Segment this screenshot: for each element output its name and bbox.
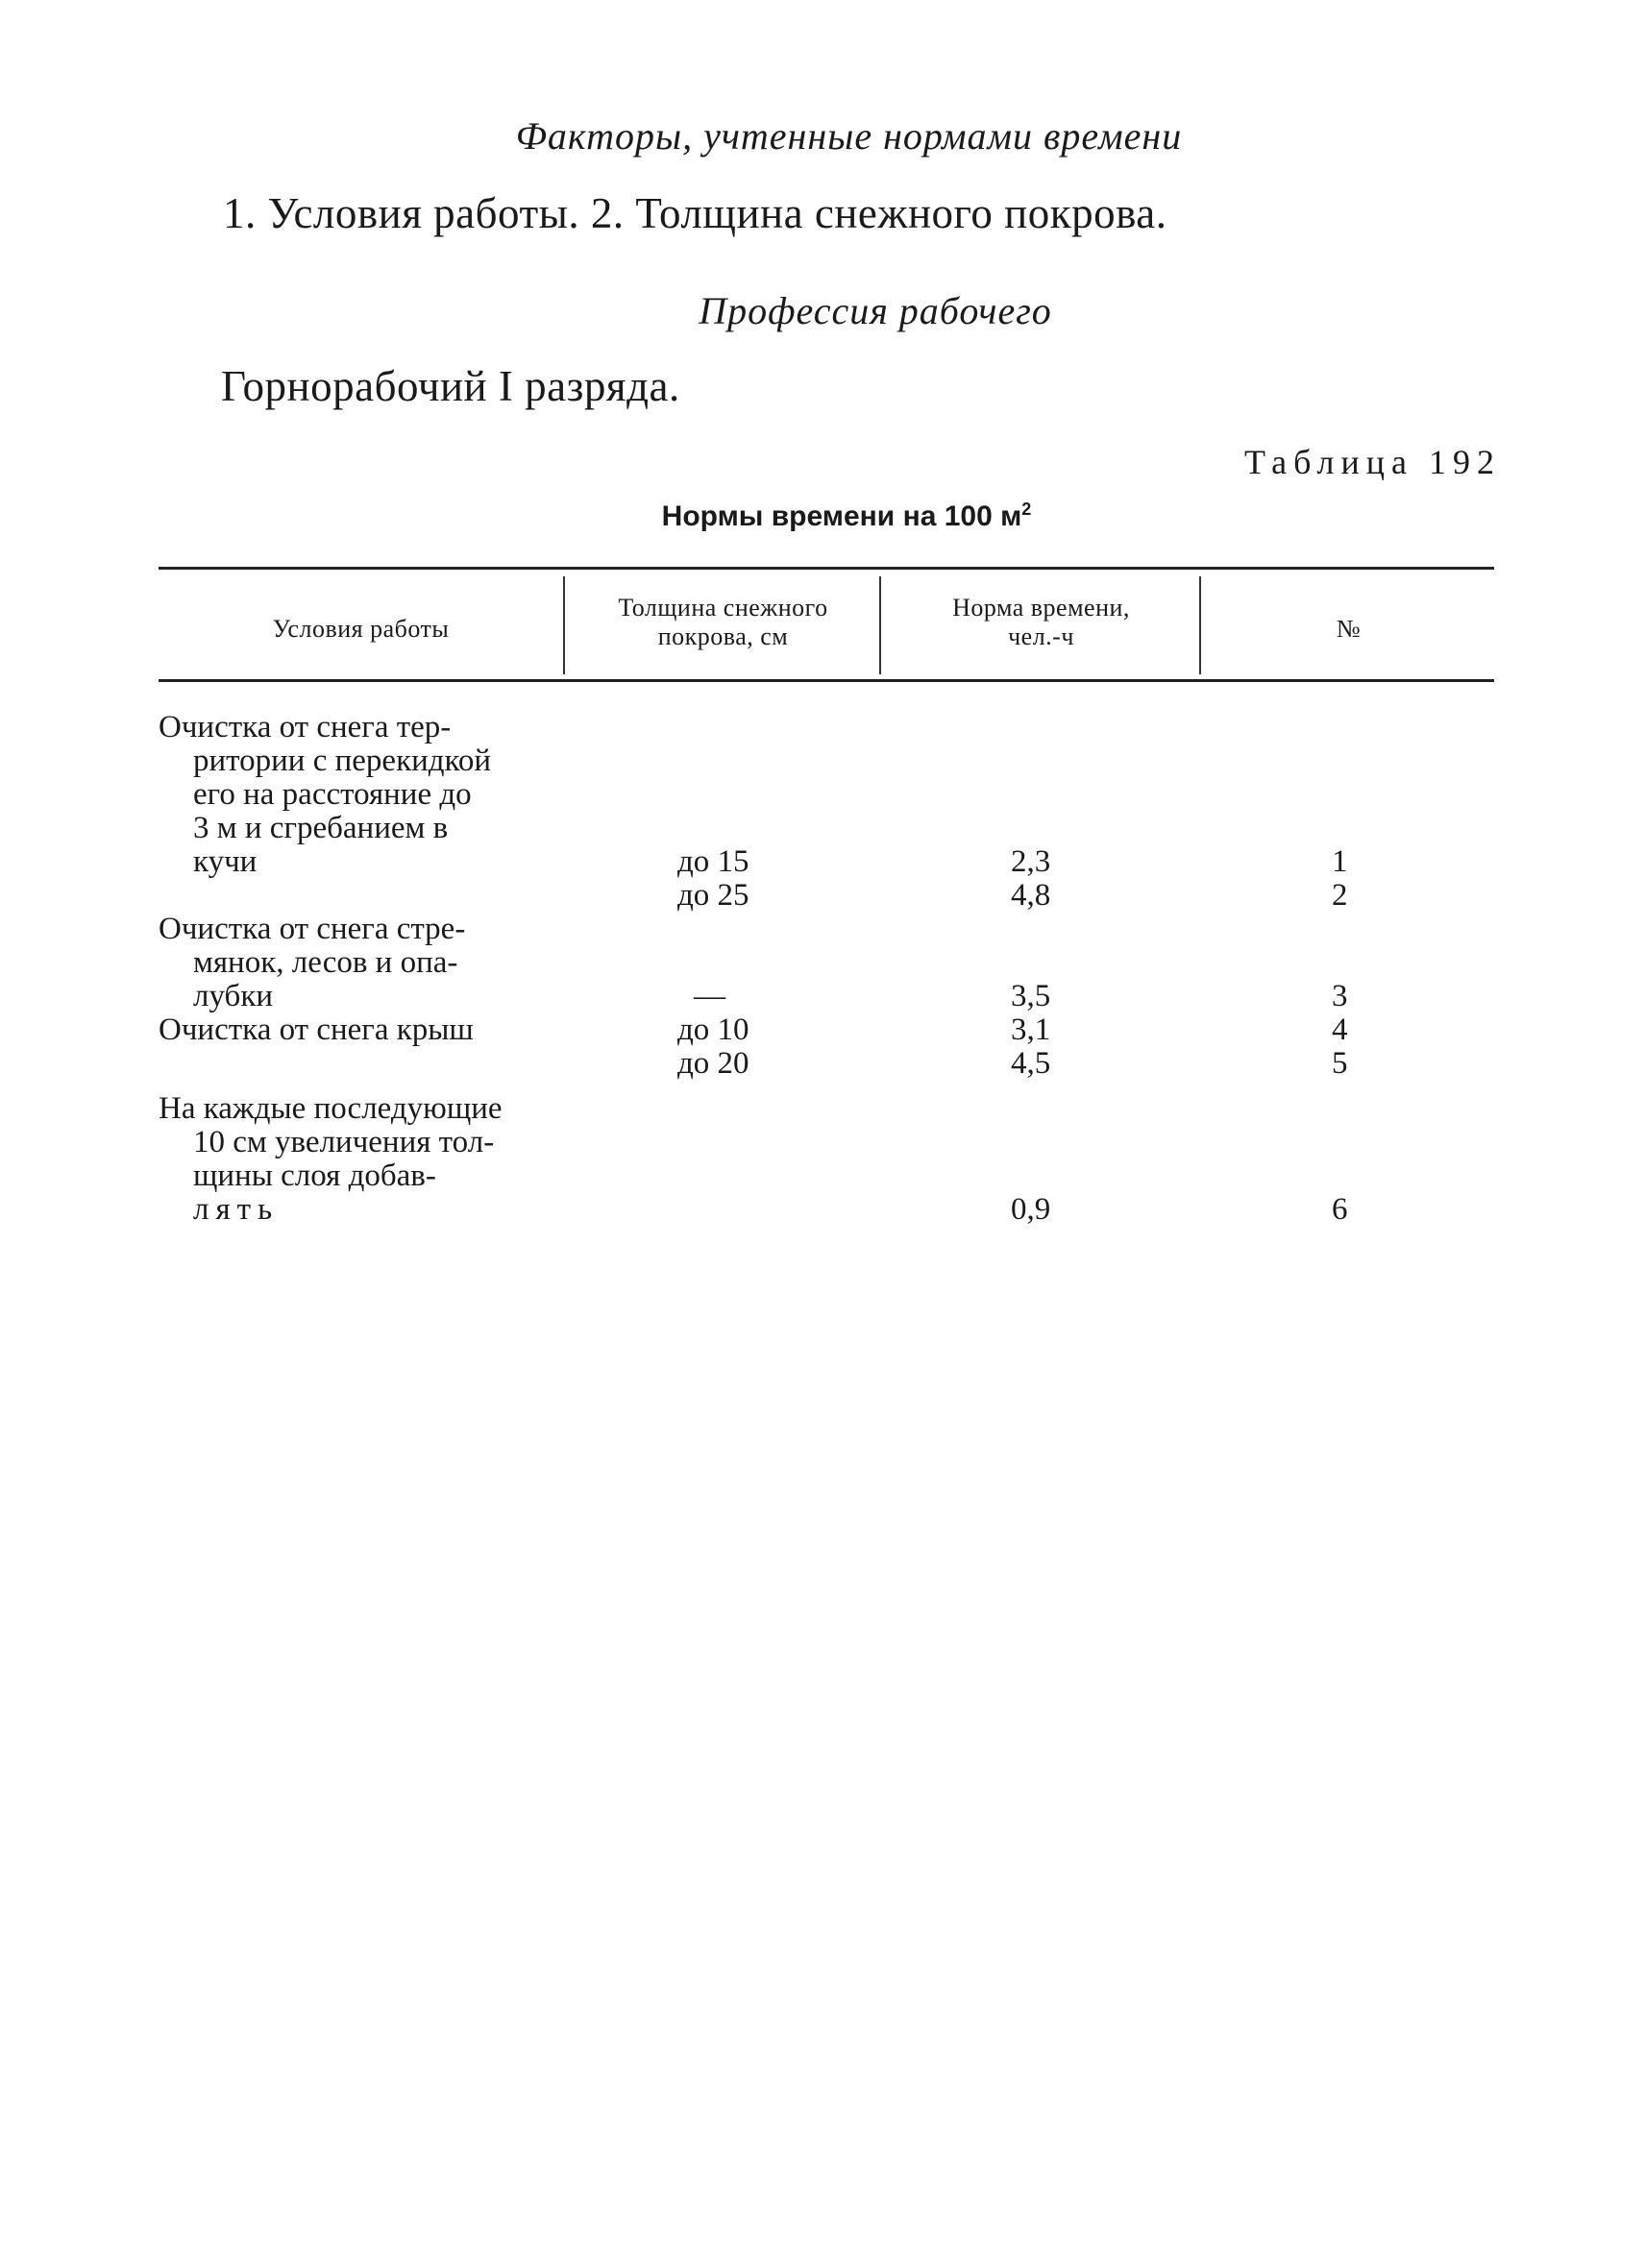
table-top-rule [159,567,1494,570]
table-header-rule [159,679,1494,682]
norm-cell: 3,5 [1011,979,1051,1013]
factors-heading: Факторы, учтенные нормами времени [515,114,1183,158]
column-header-conditions: Условия работы [272,615,450,643]
row-number-cell: 1 [1332,844,1348,879]
thickness-cell: — [694,979,725,1013]
condition-line: ритории с перекидкой [193,744,492,778]
column-divider [563,576,565,674]
column-header-number: № [1336,615,1362,643]
column-header-thickness-line: покрова, см [657,622,789,650]
norm-cell: 2,3 [1011,844,1051,879]
condition-line: 3 м и сгребанием в [193,811,449,845]
row-number-cell: 4 [1332,1012,1348,1047]
norm-cell: 3,1 [1011,1012,1051,1047]
table-number-label: Таблица 192 [1244,443,1501,481]
row-number-cell: 5 [1332,1046,1348,1081]
condition-line: На каждые последующие [159,1091,503,1126]
row-number-cell: 3 [1332,979,1348,1013]
thickness-cell: до 10 [677,1012,749,1047]
condition-line: лубки [193,979,274,1013]
condition-cell [159,1013,566,1047]
factors-text: 1. Условия работы. 2. Толщина снежного покрова. [223,189,1167,237]
column-header-thickness-line: Толщина снежного [618,594,828,622]
thickness-cell: до 25 [677,878,749,913]
condition-line: Очистка от снега стре- [159,912,466,946]
column-header-norm-line: чел.-ч [1008,622,1074,650]
table-title-superscript: 2 [1021,500,1032,519]
condition-cell [159,711,566,879]
condition-line: кучи [193,844,258,879]
column-divider [1199,576,1201,674]
condition-cell [159,913,566,1013]
condition-line: мянок, лесов и опа- [193,945,458,980]
table-title [0,500,1645,533]
row-number-cell: 6 [1332,1192,1348,1227]
column-header-norm [883,594,1199,651]
condition-line: лять [193,1192,280,1227]
condition-line: Очистка от снега тер- [159,710,452,744]
column-header-thickness [567,594,879,651]
norm-cell: 4,5 [1011,1046,1051,1081]
table-title-text: Нормы времени на 100 м [661,500,1022,532]
thickness-cell: до 20 [677,1046,749,1081]
norm-cell: 0,9 [1011,1192,1051,1227]
condition-cell [159,1092,566,1227]
column-header-norm-line: Норма времени, [952,594,1130,622]
condition-line: его на расстояние до [193,777,472,812]
thickness-cell: до 15 [677,844,749,879]
norm-cell: 4,8 [1011,878,1051,913]
condition-line: щины слоя добав- [193,1158,436,1193]
worker-profession-text: Горнорабочий I разряда. [221,362,680,410]
condition-line: 10 см увеличения тол- [193,1125,495,1159]
row-number-cell: 2 [1332,878,1348,913]
column-divider [879,576,881,674]
condition-line: Очистка от снега крыш [159,1012,474,1047]
profession-heading: Профессия рабочего [699,289,1052,332]
